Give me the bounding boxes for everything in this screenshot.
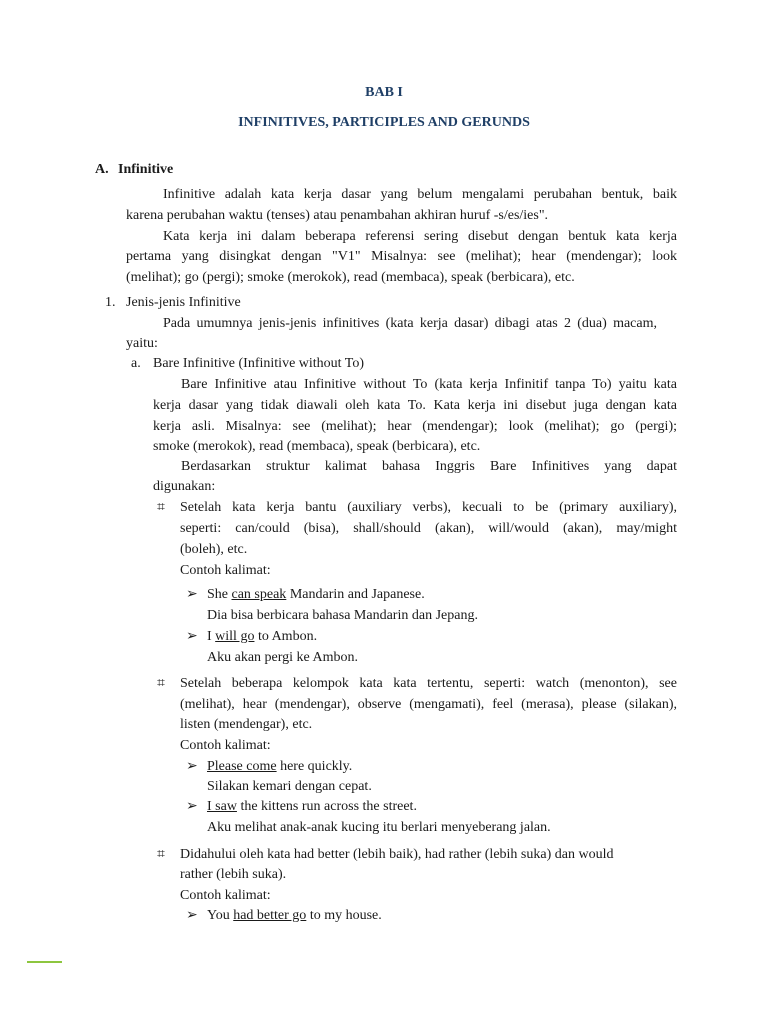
example-text: She [207, 587, 232, 602]
example-arrow-icon: ➢ [186, 799, 198, 814]
bare-p2-line1: Berdasarkan struktur kalimat bahasa Inggris Bare Infinitives yang dapat [181, 459, 677, 474]
example-underlined-verb: had better go [233, 908, 307, 923]
rule1-example1-translation: Dia bisa berbicara bahasa Mandarin dan Jepang. [207, 608, 478, 623]
bare-p1-line2: kerja dasar yang tidak diawali oleh kata To. Kata kerja ini disebut juga dengan kata [153, 398, 677, 413]
intro-p2-line3: (melihat); go (pergi); smoke (merokok), read (membaca), speak (berbicara), etc. [126, 270, 575, 285]
rule-bullet-icon: ⌗ [157, 676, 165, 691]
bare-marker: a. [131, 356, 141, 371]
example-arrow-icon: ➢ [186, 587, 198, 602]
bare-p1-line4: smoke (merokok), read (membaca), speak (berbicara), etc. [153, 439, 481, 454]
rule1-line2: seperti: can/could (bisa), shall/should (akan), will/would (akan), may/might [180, 521, 677, 536]
rule2-line3: listen (mendengar), etc. [180, 717, 313, 732]
example-text: You [207, 908, 234, 923]
jenis-p-line1: Pada umumnya jenis-jenis infinitives (kata kerja dasar) dibagi atas 2 (dua) macam, [163, 316, 657, 331]
rule2-example1 [207, 757, 352, 777]
example-text: the kittens run across the street. [236, 799, 417, 814]
rule-bullet-icon: ⌗ [157, 500, 165, 515]
rule3-line1: Didahului oleh kata had better (lebih baik), had rather (lebih suka) dan would [180, 847, 614, 862]
example-underlined-verb: will go [215, 629, 255, 644]
bare-p1-line3: kerja asli. Misalnya: see (melihat); hear (mendengar); look (melihat); go (pergi); [153, 419, 677, 434]
example-arrow-icon: ➢ [186, 629, 198, 644]
rule2-example2 [207, 797, 417, 817]
rule1-line3: (boleh), etc. [180, 542, 248, 557]
example-text: here quickly. [276, 759, 353, 774]
rule3-contoh: Contoh kalimat: [180, 888, 271, 903]
rule2-example1-translation: Silakan kemari dengan cepat. [207, 779, 372, 794]
rule1-example2-translation: Aku akan pergi ke Ambon. [207, 650, 358, 665]
bare-p2-line2: digunakan: [153, 479, 216, 494]
example-underlined-verb: can speak [231, 587, 287, 602]
rule-bullet-icon: ⌗ [157, 847, 165, 862]
intro-p1-line1: Infinitive adalah kata kerja dasar yang belum mengalami perubahan bentuk, baik [163, 187, 677, 202]
rule2-example2-translation: Aku melihat anak-anak kucing itu berlari menyeberang jalan. [207, 820, 551, 835]
example-text: to my house. [306, 908, 382, 923]
example-underlined-verb: I saw [207, 799, 237, 814]
example-underlined-verb: Please come [207, 759, 277, 774]
section-a-title: Infinitive [118, 162, 174, 177]
rule1-contoh: Contoh kalimat: [180, 563, 271, 578]
example-arrow-icon: ➢ [186, 759, 198, 774]
rule2-line1: Setelah beberapa kelompok kata kata tertentu, seperti: watch (menonton), see [180, 676, 677, 691]
rule3-example1 [207, 906, 382, 926]
rule1-line1: Setelah kata kerja bantu (auxiliary verbs), kecuali to be (primary auxiliary), [180, 500, 677, 515]
footer-accent-line [27, 961, 62, 963]
rule1-example1 [207, 585, 425, 605]
intro-p1-line2: karena perubahan waktu (tenses) atau penambahan akhiran huruf -s/es/ies". [126, 208, 549, 223]
chapter-label: BAB I [365, 85, 403, 100]
intro-p2-line1: Kata kerja ini dalam beberapa referensi sering disebut dengan bentuk kata kerja [163, 229, 677, 244]
example-text: to Ambon. [254, 629, 318, 644]
example-text: Mandarin and Japanese. [286, 587, 425, 602]
jenis-title: Jenis-jenis Infinitive [126, 295, 241, 310]
bare-p1-line1: Bare Infinitive atau Infinitive without To (kata kerja Infinitif tanpa To) yaitu kata [181, 377, 677, 392]
bare-title: Bare Infinitive (Infinitive without To) [153, 356, 365, 371]
intro-p2-line2: pertama yang disingkat dengan "V1" Misalnya: see (melihat); hear (mendengar); look [126, 249, 677, 264]
rule1-example2 [207, 627, 317, 647]
rule2-line2: (melihat), hear (mendengar), observe (mengamati), feel (merasa), please (silakan), [180, 697, 677, 712]
chapter-title: INFINITIVES, PARTICIPLES AND GERUNDS [238, 115, 530, 130]
jenis-p-line2: yaitu: [126, 336, 158, 351]
example-arrow-icon: ➢ [186, 908, 198, 923]
jenis-marker: 1. [105, 295, 116, 310]
rule2-contoh: Contoh kalimat: [180, 738, 271, 753]
rule3-line2: rather (lebih suka). [180, 867, 287, 882]
example-text: I [207, 629, 216, 644]
section-a-marker: A. [95, 162, 109, 177]
